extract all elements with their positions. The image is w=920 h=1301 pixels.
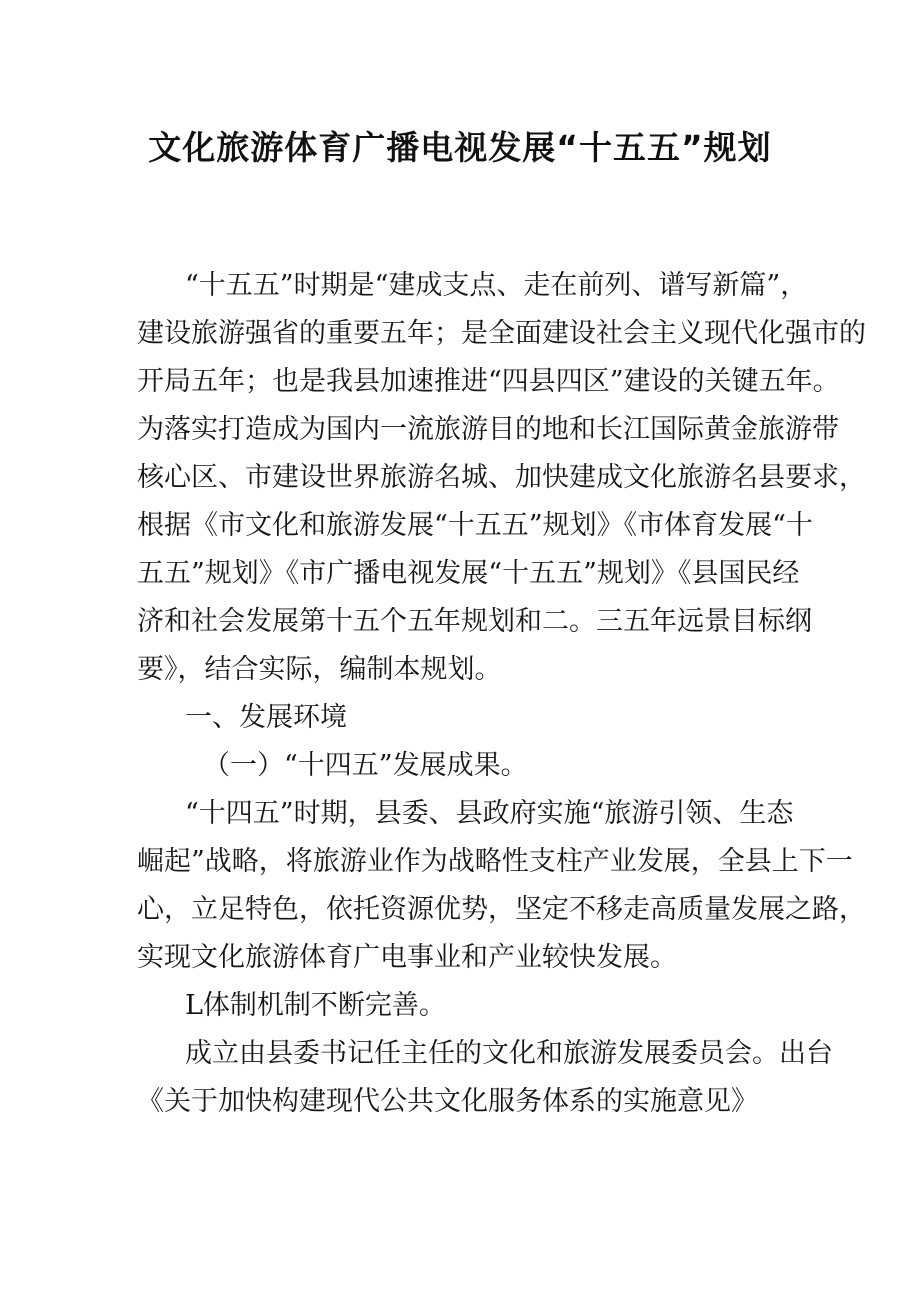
body-line-6: 根据《市文化和旅游发展“十五五”规划》《市体育发展“十 (137, 510, 813, 541)
document-title: 文化旅游体育广播电视发展“十五五”规划 (148, 128, 772, 167)
body-line-13: 崛起”战略，将旅游业作为战略性支柱产业发展，全县上下一 (137, 846, 853, 877)
body-line-9: 要》，结合实际，编制本规划。 (137, 654, 502, 685)
body-line-4: 为落实打造成为国内一流旅游目的地和长江国际黄金旅游带 (137, 414, 839, 445)
body-line-15: 实现文化旅游体育广电事业和产业较快发展。 (137, 942, 677, 973)
subsection-heading: （一）“十四五”发展成果。 (203, 750, 528, 781)
body-line-7: 五五”规划》《市广播电视发展“十五五”规划》《县国民经 (137, 558, 800, 589)
body-line-14: 心，立足特色，依托资源优势，坚定不移走高质量发展之路， (137, 894, 866, 925)
section-heading: 一、发展环境 (185, 702, 347, 733)
body-line-1: “十五五”时期是“建成支点、走在前列、谱写新篇”， (185, 270, 808, 301)
body-line-2: 建设旅游强省的重要五年；是全面建设社会主义现代化强市的 (137, 318, 866, 349)
item-heading: L体制机制不断完善。 (185, 990, 446, 1021)
body-line-18: 《关于加快构建现代公共文化服务体系的实施意见》 (137, 1086, 758, 1117)
body-line-12: “十四五”时期，县委、县政府实施“旅游引领、生态 (185, 798, 794, 829)
body-line-17: 成立由县委书记任主任的文化和旅游发展委员会。出台 (185, 1038, 833, 1069)
body-line-5: 核心区、市建设世界旅游名城、加快建成文化旅游名县要求， (137, 462, 866, 493)
body-line-3: 开局五年；也是我县加速推进“四县四区”建设的关键五年。 (137, 366, 840, 397)
body-line-8: 济和社会发展第十五个五年规划和二。三五年远景目标纲 (137, 606, 812, 637)
